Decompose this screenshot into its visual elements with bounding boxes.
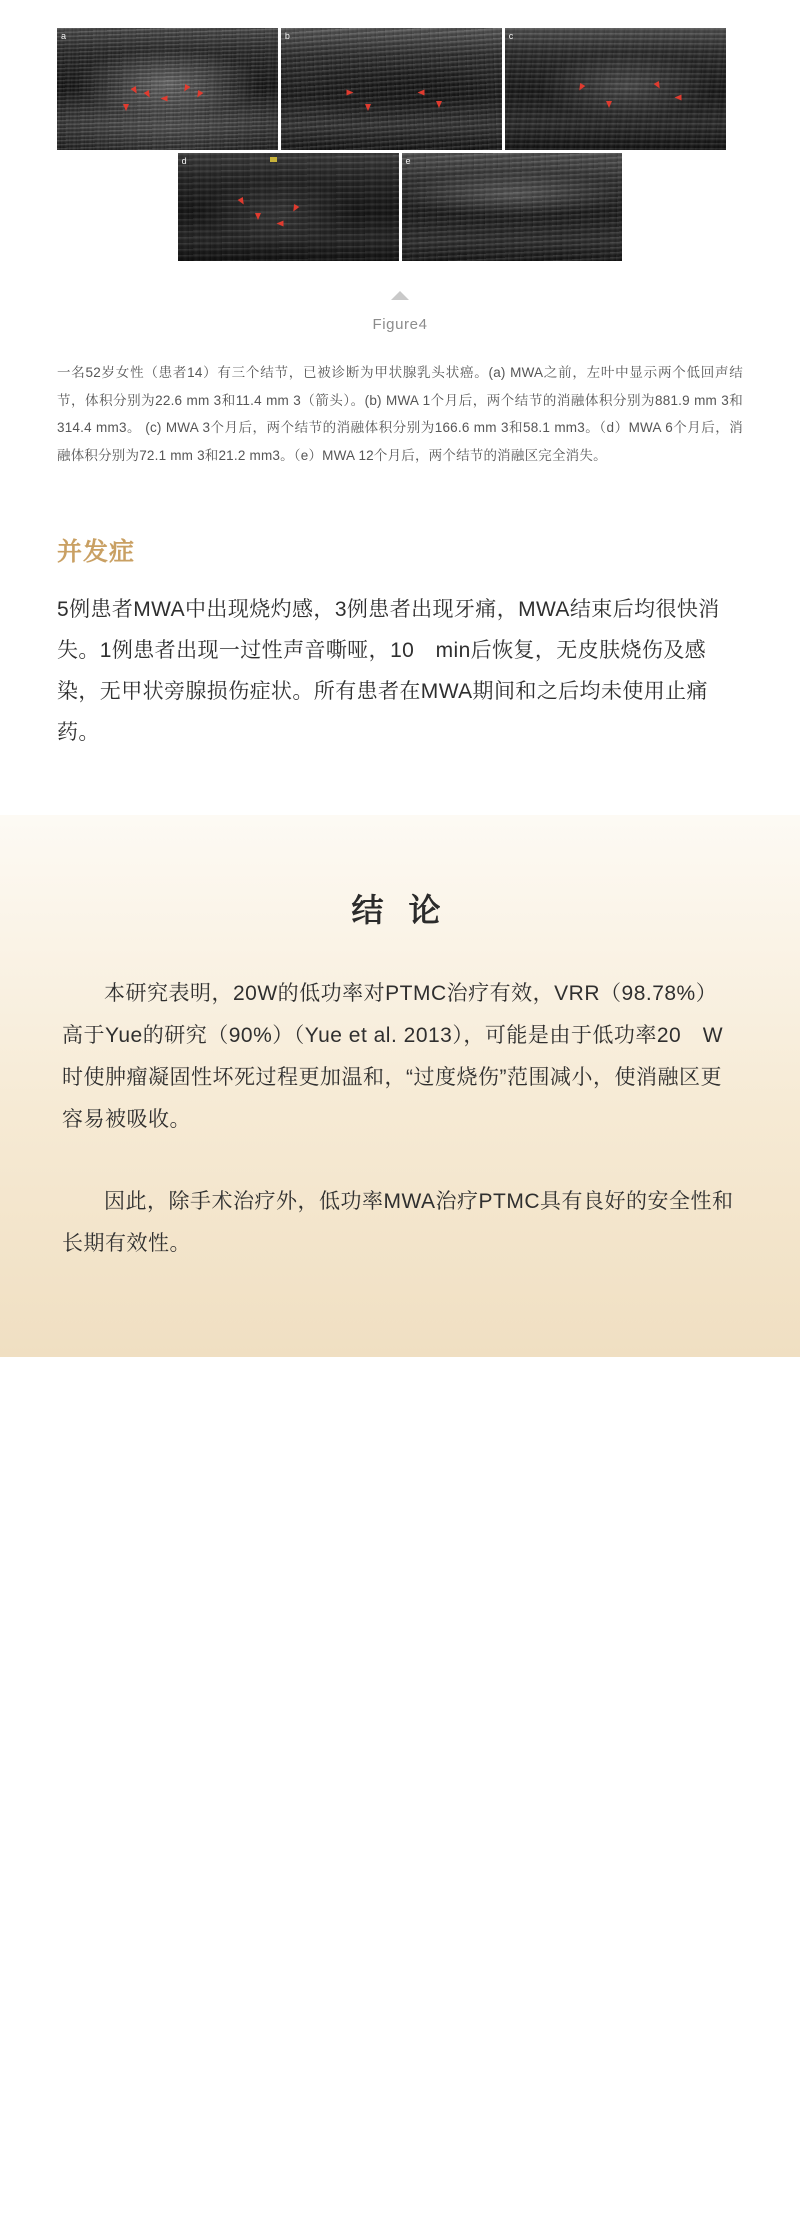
arrow-marker-icon: [123, 104, 129, 111]
figure-caption: 一名52岁女性（患者14）有三个结节，已被诊断为甲状腺乳头状癌。(a) MWA之前，左叶中显示两个低回声结节，体积分别为22.6 mm 3和11.4 mm 3（箭头）。(b) MWA 1个月后，两个结节的消融体积分别为881.9 mm 3和314.4 mm3。 (c) MWA 3个月后，两个结节的消融体积分别为166.6 mm 3和58.1 mm3。（d）MWA 6个月后，消融体积分别为72.1 mm 3和21.2 mm3。（e）MWA 12个月后，两个结节的消融区完全消失。: [57, 365, 743, 464]
ultrasound-image-b: [281, 28, 502, 150]
ultrasound-image-a: [57, 28, 278, 150]
conclusion-paragraph: 本研究表明，20W的低功率对PTMC治疗有效，VRR（98.78%）高于Yue的研究（90%）（Yue et al. 2013），可能是由于低功率20 W时使肿瘤凝固性坏死过程更加温和，“过度烧伤”范围减小，使消融区更容易被吸收。: [62, 982, 724, 1132]
complications-section: [57, 532, 743, 754]
ultrasound-panel-b: [281, 28, 502, 150]
ultrasound-panel-d: [178, 153, 399, 261]
conclusion-panel: [0, 815, 800, 1357]
panel-label-e: e: [405, 156, 411, 166]
arrow-marker-icon: [436, 101, 442, 108]
figure-block: [0, 0, 800, 333]
arrow-marker-icon: [277, 220, 284, 226]
panel-label-a: a: [61, 31, 67, 41]
conclusion-paragraph: 因此，除手术治疗外，低功率MWA治疗PTMC具有良好的安全性和长期有效性。: [62, 1190, 734, 1256]
conclusion-title: 结 论: [351, 892, 449, 929]
panel-label-c: c: [508, 31, 514, 41]
arrow-marker-icon: [365, 104, 371, 111]
arrow-marker-icon: [417, 90, 424, 96]
arrow-marker-icon: [606, 101, 612, 108]
panel-label-d: d: [181, 156, 187, 166]
ultrasound-image-e: [402, 153, 623, 261]
complications-body: 5例患者MWA中出现烧灼感，3例患者出现牙痛，MWA结束后均很快消失。1例患者出现一过性声音嘶哑，10 min后恢复，无皮肤烧伤及感染，无甲状旁腺损伤症状。所有患者在MWA期间和之后均未使用止痛药。: [57, 597, 720, 744]
complications-title: 并发症: [57, 537, 136, 566]
ultrasound-panel-e: [402, 153, 623, 261]
ultrasound-row-bottom: [57, 153, 743, 261]
arrow-marker-icon: [347, 90, 354, 96]
panel-marker-icon: [270, 157, 277, 162]
ultrasound-panel-a: [57, 28, 278, 150]
ultrasound-panel-c: [505, 28, 726, 150]
caret-up-icon: [391, 291, 409, 300]
ultrasound-row-top: [57, 28, 743, 150]
ultrasound-image-d: [178, 153, 399, 261]
panel-label-b: b: [284, 31, 291, 41]
figure-title: Figure4: [372, 316, 428, 333]
arrow-marker-icon: [160, 96, 167, 102]
ultrasound-image-c: [505, 28, 726, 150]
arrow-marker-icon: [255, 213, 261, 220]
arrow-marker-icon: [674, 94, 681, 100]
figure-caret: [57, 287, 743, 305]
